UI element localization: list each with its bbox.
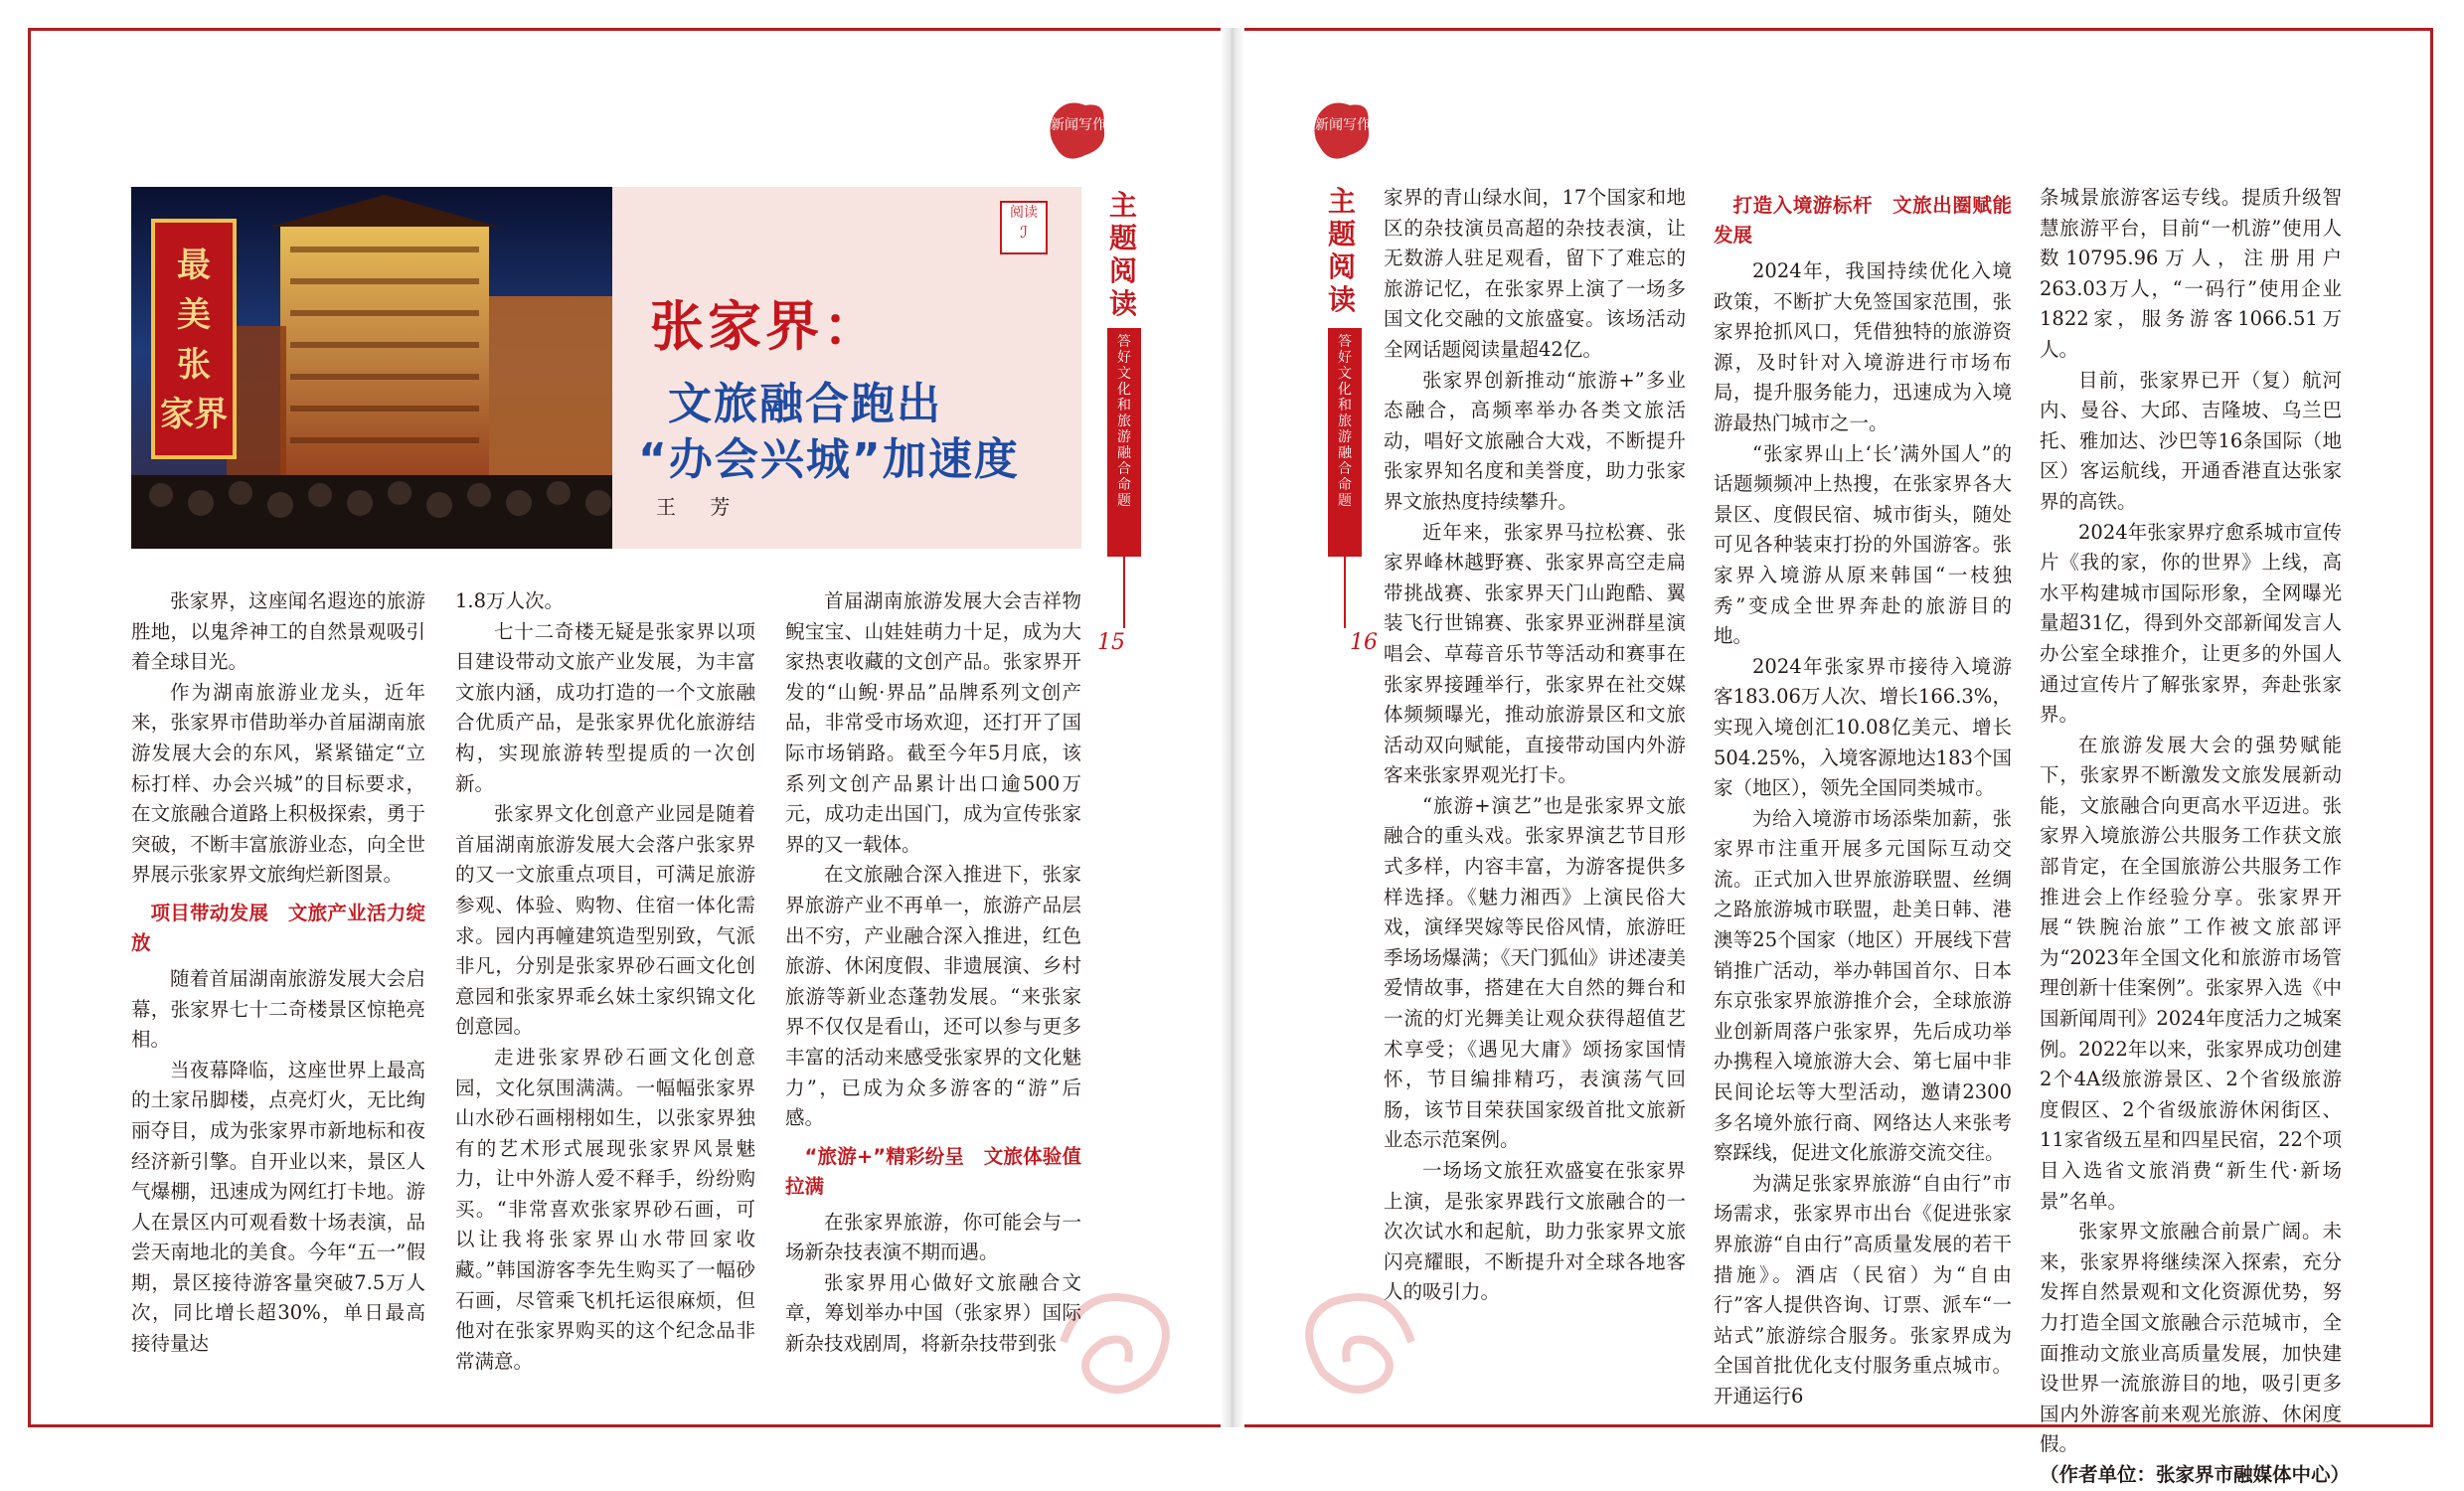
svg-text:张: 张 <box>177 345 211 385</box>
svg-text:家界: 家界 <box>160 395 228 434</box>
column-band-left: 答 好 文 化 和 旅 游 融 合 命 题 <box>1107 328 1141 557</box>
seal-text-right: 新闻写作 <box>1315 117 1371 133</box>
paragraph: 在文旅融合深入推进下，张家界旅游产业不再单一，旅游产品层出不穷，产业融合深入推进，红色旅游、休闲度假、非遗展演、乡村旅游等新业态蓬勃发展。“来张家界不仅仅是看山，还可以参与更多丰富的活动来感受张家界的文化魅力”，已成为众多游客的“游”后感。 <box>785 863 1081 1130</box>
paragraph: 随着首届湖南旅游发展大会启幕，张家界七十二奇楼景区惊艳亮相。 <box>131 966 425 1052</box>
seal-text-left: 新闻写作 <box>1051 117 1106 133</box>
header-banner <box>131 187 1081 549</box>
column-title-left: 主 题 阅 读 <box>1108 189 1137 320</box>
paragraph: 1.8万人次。 <box>455 589 565 612</box>
page-number-right: 16 <box>1350 630 1378 655</box>
paragraph: 2024年张家界市接待入境游客183.06万人次、增长166.3%，实现入境创汇10.08亿美元、增长504.25%，入境客源地达183个国家（地区），领先全国同类城市。 <box>1714 654 2012 800</box>
article-column-3 <box>785 586 1081 1360</box>
paragraph: 近年来，张家界马拉松赛、张家界峰林越野赛、张家界高空走扁带挑战赛、张家界天门山跑酷、翼装飞行世锦赛、张家界亚洲群星演唱会、草莓音乐节等活动和赛事在张家界接踵举行，张家界在社交媒体频频曝光，推动旅游景区和文旅活动双向赋能，直接带动国内外游客来张家界观光打卡。 <box>1384 520 1686 787</box>
paragraph: “张家界山上‘长’满外国人”的话题频频冲上热搜，在张家界各大景区、度假民宿、城市街头，随处可见各种装束打扮的外国游客。张家界入境游从原来韩国“一枝独秀”变成全世界奔赴的旅游目的地。 <box>1714 441 2012 648</box>
news-seal-icon-right <box>1310 95 1376 167</box>
paragraph: 目前，张家界已开（复）航河内、曼谷、大邱、吉隆坡、乌兰巴托、雅加达、沙巴等16条国际（地区）客运航线，开通香港直达张家界的高铁。 <box>2040 368 2342 513</box>
night-city-illustration <box>131 187 612 549</box>
byline: 王 芳 <box>656 495 744 519</box>
article-column-5 <box>1714 183 2012 1412</box>
hero-photo <box>131 187 612 549</box>
article-column-1 <box>131 586 425 1360</box>
paragraph: 家界的青山绿水间，17个国家和地区的杂技演员高超的杂技表演，让无数游人驻足观看，留下了难忘的旅游记忆，在张家界上演了一场多国文化交融的文旅盛宴。该场活动全网话题阅读量超42亿。 <box>1384 186 1686 361</box>
paragraph: 走进张家界砂石画文化创意园，文化氛围满满。一幅幅张家界山水砂石画栩栩如生，以张家界独有的艺术形式展现张家界风景魅力，让中外游人爱不释手，纷纷购买。“非常喜欢张家界砂石画，可以让我将张家界山水带回家收藏。”韩国游客李先生购买了一幅砂石画，尽管乘飞机托运很麻烦，但他对在张家界购买的这个纪念品非常满意。 <box>455 1045 755 1373</box>
svg-text:美: 美 <box>177 295 211 335</box>
section-heading: 项目带动发展 文旅产业活力绽放 <box>131 901 425 954</box>
paragraph: 作为湖南旅游业龙头，近年来，张家界市借助举办首届湖南旅游发展大会的东风，紧紧锚定“立标打样、办会兴城”的目标要求，在文旅融合道路上积极探索，勇于突破，不断丰富旅游业态，向全世界展示张家界文旅绚烂新图景。 <box>131 680 425 887</box>
section-heading: 打造入境游标杆 文旅出圈赋能发展 <box>1714 194 2012 247</box>
article-column-4 <box>1384 183 1686 1308</box>
read-badge <box>1000 201 1048 254</box>
article-column-2 <box>455 586 755 1377</box>
headline: 张家界： <box>650 295 881 358</box>
read-badge-icon: ℐ <box>1020 223 1028 242</box>
paragraph: 条城景旅游客运专线。提质升级智慧旅游平台，目前“一机游”使用人数10795.96万人，注册用户263.03万人，“一码行”使用企业1822家，服务游客1066.51万人。 <box>2040 186 2342 361</box>
paragraph: 七十二奇楼无疑是张家界以项目建设带动文旅产业发展，为丰富文旅内涵，成功打造的一个文旅融合优质产品，是张家界优化旅游结构，实现旅游转型提质的一次创新。 <box>455 619 755 795</box>
divider-line-right <box>1344 557 1346 628</box>
read-badge-label: 阅读 <box>1010 205 1038 221</box>
paragraph: 2024年，我国持续优化入境政策，不断扩大免签国家范围，张家界抢抓风口，凭借独特的旅游资源，及时针对入境游进行市场布局，提升服务能力，迅速成为入境游最热门城市之一。 <box>1714 259 2012 434</box>
article-column-6 <box>2040 183 2351 1491</box>
paragraph: 为满足张家界旅游“自由行”市场需求，张家界市出台《促进张家界旅游“自由行”高质量发展的若干措施》。酒店（民宿）为“自由行”客人提供咨询、订票、派车“一站式”旅游综合服务。张家界成为全国首批优化支付服务重点城市。开通运行6 <box>1714 1171 2012 1408</box>
column-title-right: 主题阅读 <box>1327 185 1356 316</box>
author-affiliation: （作者单位：张家界市融媒体中心） <box>2040 1462 2351 1486</box>
paragraph: “旅游+演艺”也是张家界文旅融合的重头戏。张家界演艺节目形式多样，内容丰富，为游客提供多样选择。《魅力湘西》上演民俗大戏，演绎哭嫁等民俗风情，旅游旺季场场爆满；《天门狐仙》讲述凄美爱情故事，搭建在大自然的舞台和一流的灯光舞美让观众获得超值艺术享受；《遇见大庸》颂扬家国情怀，节目编排精巧，表演荡气回肠，该节目荣获国家级首批文旅新业态示范案例。 <box>1384 793 1686 1152</box>
paragraph: 2024年张家界疗愈系城市宣传片《我的家，你的世界》上线，高水平构建城市国际形象，全网曝光量超31亿，得到外交部新闻发言人办公室全球推介，让更多的外国人通过宣传片了解张家界，奔赴张家界。 <box>2040 520 2342 727</box>
subheadline-line-1: 文旅融合跑出 <box>668 379 942 429</box>
paragraph: 张家界创新推动“旅游+”多业态融合，高频率举办各类文旅活动，唱好文旅融合大戏，不断提升张家界知名度和美誉度，助力张家界文旅热度持续攀升。 <box>1384 368 1686 513</box>
paragraph: 当夜幕降临，这座世界上最高的土家吊脚楼，点亮灯火，无比绚丽夺目，成为张家界市新地标和夜经济新引擎。自开业以来，景区人气爆棚，迅速成为网红打卡地。游人在景区内可观看数十场表演，品尝天南地北的美食。今年“五一”假期，景区接待游客量突破7.5万人次，同比增长超30%，单日最高接待量达 <box>131 1058 425 1356</box>
paragraph: 首届湖南旅游发展大会吉祥物鲵宝宝、山娃娃萌力十足，成为大家热衷收藏的文创产品。张家界开发的“山鲵·界品”品牌系列文创产品，非常受市场欢迎，还打开了国际市场销路。截至今年5月底，该系列文创产品累计出口逾500万元，成功走出国门，成为宣传张家界的又一载体。 <box>785 589 1081 856</box>
section-heading: “旅游+”精彩纷呈 文旅体验值拉满 <box>785 1144 1081 1198</box>
divider-line-left <box>1123 557 1125 628</box>
paragraph: 一场场文旅狂欢盛宴在张家界上演，是张家界践行文旅融合的一次次试水和起航，助力张家界文旅闪亮耀眼，不断提升对全球各地客人的吸引力。 <box>1384 1159 1686 1304</box>
subheadline-line-2: “办会兴城”加速度 <box>638 434 1020 485</box>
paragraph: 张家界用心做好文旅融合文章，筹划举办中国（张家界）国际新杂技戏剧周，将新杂技带到张 <box>785 1270 1081 1356</box>
column-band-right: 答 好 文 化 和 旅 游 融 合 命 题 <box>1328 328 1362 557</box>
page-number-left: 15 <box>1097 630 1125 655</box>
paragraph: 在旅游发展大会的强势赋能下，张家界不断激发文旅发展新动能，文旅融合向更高水平迈进。张家界入境旅游公共服务工作获文旅部肯定，在全国旅游公共服务工作推进会上作经验分享。张家界开展“铁腕治旅”工作被文旅部评为“2023年全国文化和旅游市场管理创新十佳案例”。张家界入选《中国新闻周刊》2024年度活力之城案例。2022年以来，张家界成功创建2个4A级旅游景区、2个省级旅游度假区、2个省级旅游休闲街区、11家省级五星和四星民宿，22个项目入选省文旅消费“新生代·新场景”名单。 <box>2040 733 2342 1213</box>
paragraph: 张家界，这座闻名遐迩的旅游胜地，以鬼斧神工的自然景观吸引着全球目光。 <box>131 589 425 674</box>
paragraph: 为给入境游市场添柴加薪，张家界市注重开展多元国际互动交流。正式加入世界旅游联盟、丝绸之路旅游城市联盟，赴美日韩、港澳等25个国家（地区）开展线下营销推广活动，举办韩国首尔、日本东京张家界旅游推介会，全球旅游业创新周落户张家界，先后成功举办携程入境旅游大会、第七届中非民间论坛等大型活动，邀请2300多名境外旅行商、网络达人来张考察踩线，促进文化旅游交流交往。 <box>1714 806 2012 1165</box>
paragraph: 在张家界旅游，你可能会与一场新杂技表演不期而遇。 <box>785 1210 1081 1264</box>
news-seal-icon-left <box>1046 95 1111 167</box>
paragraph: 张家界文化创意产业园是随着首届湖南旅游发展大会落户张家界的又一文旅重点项目，可满足旅游参观、体验、购物、住宿一体化需求。园内再幢建筑造型别致，气派非凡，分别是张家界砂石画文化创意园和张家界乖幺妹土家织锦文化创意园。 <box>455 802 755 1039</box>
svg-text:最: 最 <box>177 246 211 285</box>
paragraph: 张家界文旅融合前景广阔。未来，张家界将继续深入探索，充分发挥自然景观和文化资源优势，努力打造全国文旅融合示范城市，全面推动文旅业高质量发展，加快建设世界一流旅游目的地，吸引更多国内外游客前来观光旅游、休闲度假。 <box>2040 1220 2342 1456</box>
